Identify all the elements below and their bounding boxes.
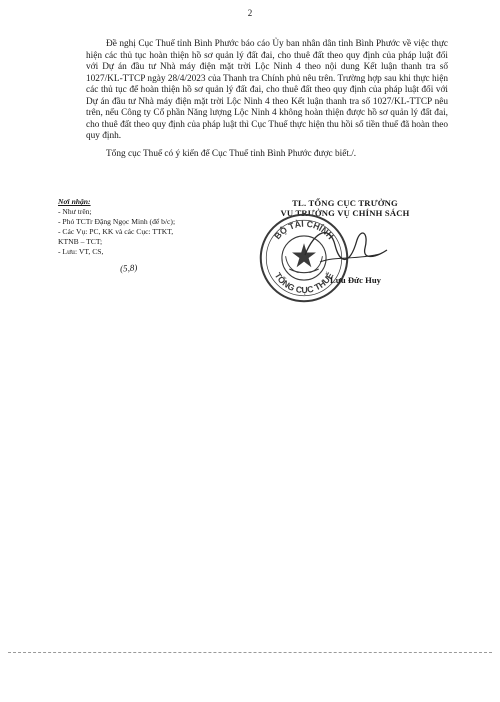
signature-title-line-1: TL. TỔNG CỤC TRƯỞNG (292, 198, 398, 208)
recipient-line-4: KTNB – TCT; (58, 237, 103, 246)
handwritten-note: (5,8) (119, 262, 138, 274)
stamp-bottom-text: TỔNG CỤC THUẾ (272, 270, 336, 296)
document-body (86, 39, 448, 160)
recipient-line-5: - Lưu: VT, CS, (58, 247, 104, 256)
page-number: 2 (247, 8, 253, 18)
signature-title-line-2: VỤ TRƯỞNG VỤ CHÍNH SÁCH (280, 208, 410, 218)
handwritten-signature (295, 210, 395, 280)
body-paragraph-1: Đề nghị Cục Thuế tỉnh Bình Phước báo cáo Ủy ban nhân dân tỉnh Bình Phước về việc thực hiện các thủ tục hoàn thiện hồ sơ quản lý đất đai, cho thuê đất theo quy định của pháp luật đối với Dự án đầu tư Nhà máy điện mặt trời Lộc Ninh 4 theo nội dung Kết luận thanh tra số 1027/KL-TTCP ngày 28/4/2023 của Thanh tra Chính phủ nêu trên. Trường hợp sau khi thực hiện các thủ tục để hoàn thiện hồ sơ quản lý đất đai, cho thuê đất theo quy định của pháp luật đối với Dự án đầu tư Nhà máy điện mặt trời Lộc Ninh 4 theo Kết luận thanh tra số 1027/KL-TTCP nêu trên, nếu Công ty Cổ phần Năng lượng Lộc Ninh 4 không hoàn thiện được hồ sơ quản lý đất đai, cho thuê đất theo quy định của pháp luật thì Cục Thuế thực hiện thu hồi số tiền thuế đã hoàn theo quy định. (86, 39, 448, 141)
recipients-title: Nơi nhận: (58, 197, 91, 206)
recipient-line-3: - Các Vụ: PC, KK và các Cục: TTKT, (58, 227, 174, 236)
recipient-line-1: - Như trên; (58, 207, 92, 216)
scan-edge-line (8, 652, 492, 653)
recipient-line-2: - Phó TCTr Đặng Ngọc Minh (để b/c); (58, 217, 176, 226)
signer-name: Lưu Đức Huy (330, 275, 381, 285)
recipients-block (58, 197, 248, 257)
body-paragraph-2: Tổng cục Thuế có ý kiến để Cục Thuế tỉnh Bình Phước được biết./. (106, 148, 357, 159)
stamp-top-text: BỘ TÀI CHÍNH (272, 218, 336, 242)
